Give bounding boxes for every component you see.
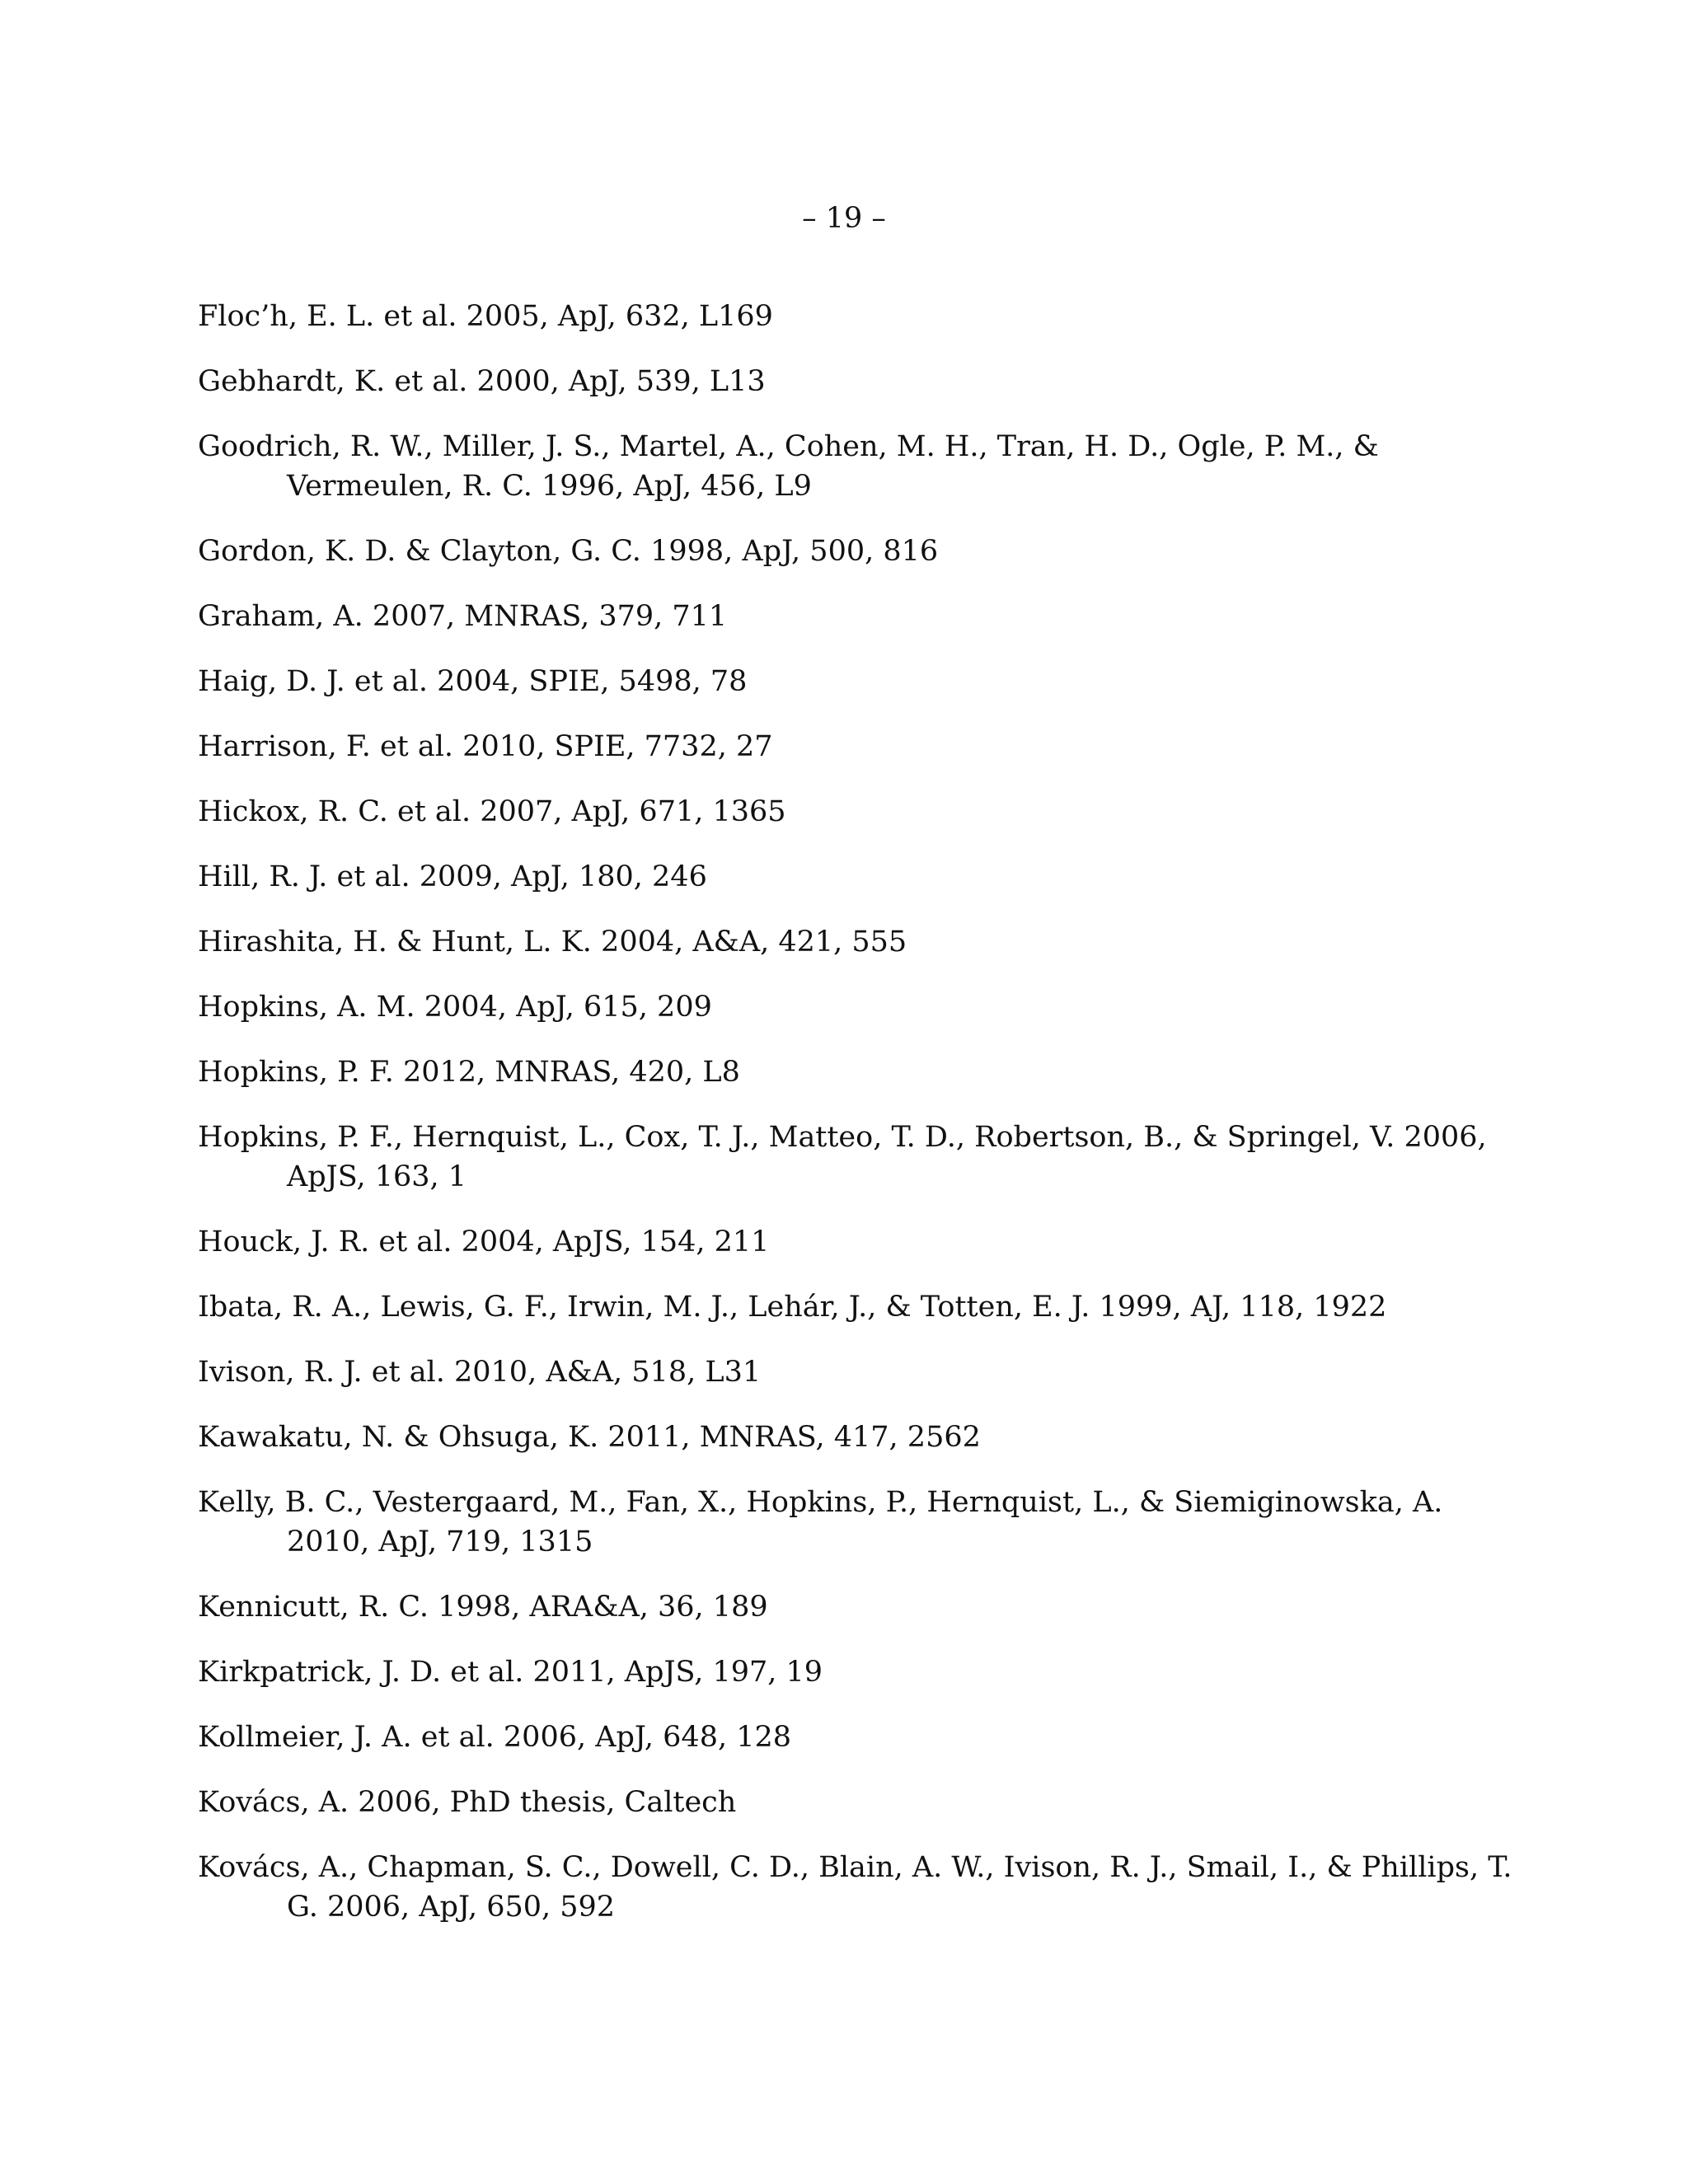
- reference-entry: Houck, J. R. et al. 2004, ApJS, 154, 211: [198, 1226, 770, 1258]
- reference-entry: Hickox, R. C. et al. 2007, ApJ, 671, 1365: [198, 795, 786, 828]
- reference-entry: Hirashita, H. & Hunt, L. K. 2004, A&A, 421, 555: [198, 926, 907, 958]
- reference-entry: Hopkins, A. M. 2004, ApJ, 615, 209: [198, 991, 712, 1024]
- reference-entry: Kirkpatrick, J. D. et al. 2011, ApJS, 197, 19: [198, 1656, 823, 1689]
- reference-entry: Graham, A. 2007, MNRAS, 379, 711: [198, 600, 728, 633]
- reference-entry: Hopkins, P. F. 2012, MNRAS, 420, L8: [198, 1056, 740, 1089]
- reference-entry: Ivison, R. J. et al. 2010, A&A, 518, L31: [198, 1356, 762, 1389]
- reference-list: [198, 297, 1517, 1952]
- reference-entry: Kelly, B. C., Vestergaard, M., Fan, X., Hopkins, P., Hernquist, L., & Siemiginowska, A. 2010, ApJ, 719, 1315: [198, 1486, 1443, 1558]
- reference-entry: Harrison, F. et al. 2010, SPIE, 7732, 27: [198, 730, 773, 763]
- reference-entry: Kawakatu, N. & Ohsuga, K. 2011, MNRAS, 417, 2562: [198, 1421, 981, 1454]
- reference-entry: Ibata, R. A., Lewis, G. F., Irwin, M. J., Lehár, J., & Totten, E. J. 1999, AJ, 118, 1922: [198, 1291, 1387, 1324]
- reference-entry: Goodrich, R. W., Miller, J. S., Martel, A., Cohen, M. H., Tran, H. D., Ogle, P. M., & Vermeulen, R. C. 1996, ApJ, 456, L9: [198, 430, 1379, 503]
- reference-entry: Hopkins, P. F., Hernquist, L., Cox, T. J., Matteo, T. D., Robertson, B., & Springel, V. 2006, ApJS, 163, 1: [198, 1121, 1487, 1193]
- reference-entry: Floc’h, E. L. et al. 2005, ApJ, 632, L169: [198, 300, 773, 333]
- reference-entry: Kovács, A., Chapman, S. C., Dowell, C. D., Blain, A. W., Ivison, R. J., Smail, I., & Phillips, T. G. 2006, ApJ, 650, 592: [198, 1851, 1512, 1924]
- reference-entry: Gordon, K. D. & Clayton, G. C. 1998, ApJ, 500, 816: [198, 535, 939, 568]
- reference-entry: Kovács, A. 2006, PhD thesis, Caltech: [198, 1786, 737, 1819]
- reference-entry: Hill, R. J. et al. 2009, ApJ, 180, 246: [198, 860, 707, 893]
- reference-entry: Kollmeier, J. A. et al. 2006, ApJ, 648, 128: [198, 1721, 792, 1754]
- reference-entry: Gebhardt, K. et al. 2000, ApJ, 539, L13: [198, 365, 766, 398]
- reference-entry: Kennicutt, R. C. 1998, ARA&A, 36, 189: [198, 1591, 768, 1624]
- page-number: – 19 –: [802, 202, 886, 235]
- reference-entry: Haig, D. J. et al. 2004, SPIE, 5498, 78: [198, 665, 748, 698]
